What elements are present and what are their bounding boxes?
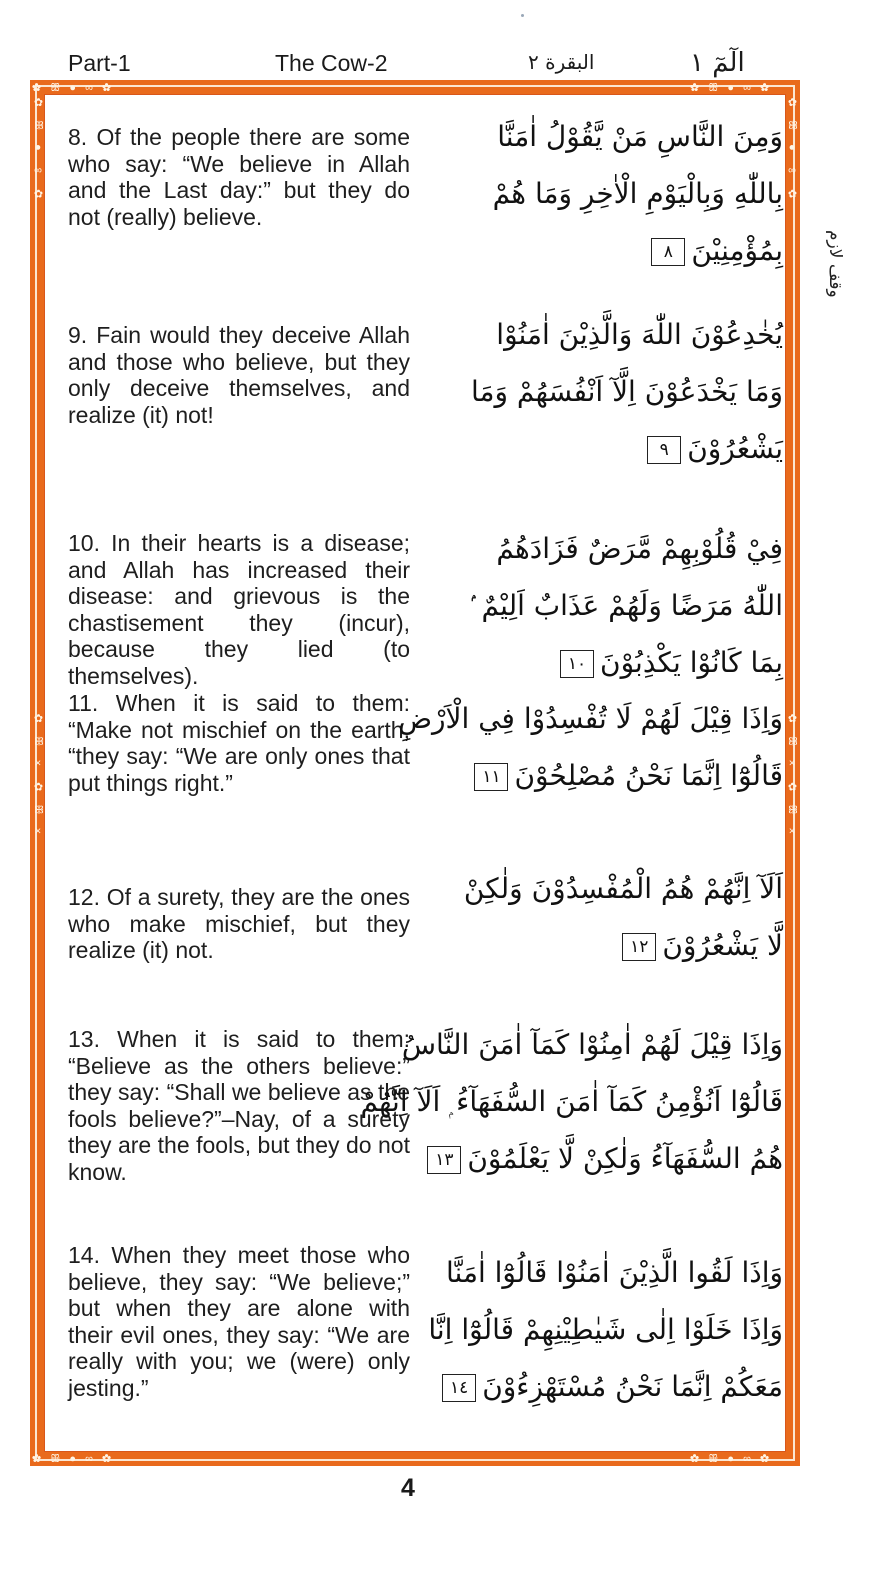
arabic-line: قَالُوْٓا اَنُؤْمِنُ كَمَآ اٰمَنَ السُّفَهَآءُ ۭ اَلَآ اِنَّهُمْ [360,1085,783,1118]
verse-14-english: 14. When they meet those who believe, they say: “We believe;” but when they are alone with their evil ones, they say: “We are really with you; we (were) only jesting.” [68,1242,410,1401]
arabic-line: وَاِذَا خَلَوْا اِلٰى شَيٰطِيْنِهِمْ قَالُوْٓا اِنَّا [428,1313,783,1346]
verse-8-english: 8. Of the people there are some who say: “We believe in Allah and the Last day:” but they do not (really) believe. [68,124,410,230]
arabic-para-label: الٓمٓ ١ [690,48,745,78]
arabic-line: يُخٰدِعُوْنَ اللّٰهَ وَالَّذِيْنَ اٰمَنُوْا [496,318,783,351]
ayah-marker: ١٤ [442,1374,476,1402]
verse-11-arabic [398,690,783,804]
arabic-surah-label: البقرة ٢ [528,50,595,74]
verse-8-arabic [428,108,783,279]
arabic-line-text: بِمَا كَانُوْا يَكْذِبُوْنَ [600,646,783,679]
verse-13-english: 13. When it is said to them: “Believe as the others believe:” they say: “Shall we believe as the fools believe?”–Nay, of a surety they are the fools, but they do not know. [68,1026,410,1185]
arabic-line: اَلَآ اِنَّهُمْ هُمُ الْمُفْسِدُوْنَ وَلٰكِنْ [463,872,783,905]
arabic-line [428,634,783,691]
ayah-marker: ١٠ [560,650,594,678]
ayah-marker: ٩ [647,436,681,464]
arabic-line-text: مَعَكُمْ اِنَّمَا نَحْنُ مُسْتَهْزِءُوْنَ [482,1370,783,1403]
verse-13-arabic [360,1016,783,1187]
side-ornament-icon: ✿ ꕥ × ✿ ꕥ × [786,712,798,842]
arabic-line [428,420,783,477]
verse-9-arabic [428,306,783,477]
arabic-line-text: هُمُ السُّفَهَآءُ وَلٰكِنْ لَّا يَعْلَمُوْنَ [467,1142,783,1175]
surah-label: The Cow-2 [275,50,388,76]
verse-11-english: 11. When it is said to them: “Make not mischief on the earth, “they say: “We are only ones that put things right.” [68,690,410,796]
arabic-line [428,747,783,804]
arabic-line: وَمَا يَخْدَعُوْنَ اِلَّآ اَنْفُسَهُمْ وَمَا [470,375,783,408]
side-ornament-icon: ✿ ꕥ ● ∞ ✿ [32,96,44,205]
arabic-line: اللّٰهُ مَرَضًا وَلَهُمْ عَذَابٌ اَلِيْمٌ ۢ [465,589,783,622]
arabic-line: بِاللّٰهِ وَبِالْيَوْمِ الْاٰخِرِ وَمَا هُمْ [492,177,783,210]
arabic-line: وَاِذَا قِيْلَ لَهُمْ اٰمِنُوْا كَمَآ اٰمَنَ النَّاسُ [401,1028,783,1061]
arabic-line: وَاِذَا لَقُوا الَّذِيْنَ اٰمَنُوْا قَالُوْٓا اٰمَنَّا [445,1256,783,1289]
ayah-marker: ١٢ [622,933,656,961]
ayah-marker: ١١ [474,763,508,791]
ayah-marker: ٨ [651,238,685,266]
verse-10-english: 10. In their hearts is a disease; and Allah has increased their disease: and grievous is the chastisement they (incur), because they lied (to themselves). [68,530,410,689]
waqf-lazim-note: وقف لازم [825,230,845,298]
corner-ornament-icon: ✿ ꕥ ● ∞ ✿ [690,82,773,94]
arabic-line-text: لَّا يَشْعُرُوْنَ [662,929,783,962]
verse-9-english: 9. Fain would they deceive Allah and those who believe, but they only deceive themselves, and realize (it) not! [68,322,410,428]
verse-10-arabic [428,520,783,691]
arabic-line [428,222,783,279]
corner-ornament-icon: ✿ ꕥ ● ∞ ✿ [690,1453,773,1465]
page-number: 4 [401,1474,415,1502]
arabic-line-text: بِمُؤْمِنِيْنَ [691,234,783,267]
arabic-line-text: يَشْعُرُوْنَ [687,432,783,465]
side-ornament-icon: ✿ ꕥ ● ∞ ✿ [786,96,798,205]
arabic-line: وَاِذَا قِيْلَ لَهُمْ لَا تُفْسِدُوْا فِي الْاَرْضِ [398,702,783,735]
arabic-line: فِيْ قُلُوْبِهِمْ مَّرَضٌ فَزَادَهُمُ [496,532,783,565]
arabic-line: وَمِنَ النَّاسِ مَنْ يَّقُوْلُ اٰمَنَّا [497,120,783,153]
arabic-line-text: قَالُوْٓا اِنَّمَا نَحْنُ مُصْلِحُوْنَ [514,759,783,792]
page-header [0,50,886,82]
print-speck [521,14,524,17]
verse-14-arabic [428,1244,783,1415]
side-ornament-icon: ✿ ꕥ × ✿ ꕥ × [32,712,44,842]
verse-12-arabic [428,860,783,974]
verse-12-english: 12. Of a surety, they are the ones who make mischief, but they realize (it) not. [68,884,410,963]
ayah-marker: ١٣ [427,1146,461,1174]
corner-ornament-icon: ✿ ꕥ ● ∞ ✿ [32,1453,115,1465]
corner-ornament-icon: ✿ ꕥ ● ∞ ✿ [32,82,115,94]
arabic-line [428,917,783,974]
part-label: Part-1 [68,50,131,76]
arabic-line [428,1130,783,1187]
arabic-line [428,1358,783,1415]
